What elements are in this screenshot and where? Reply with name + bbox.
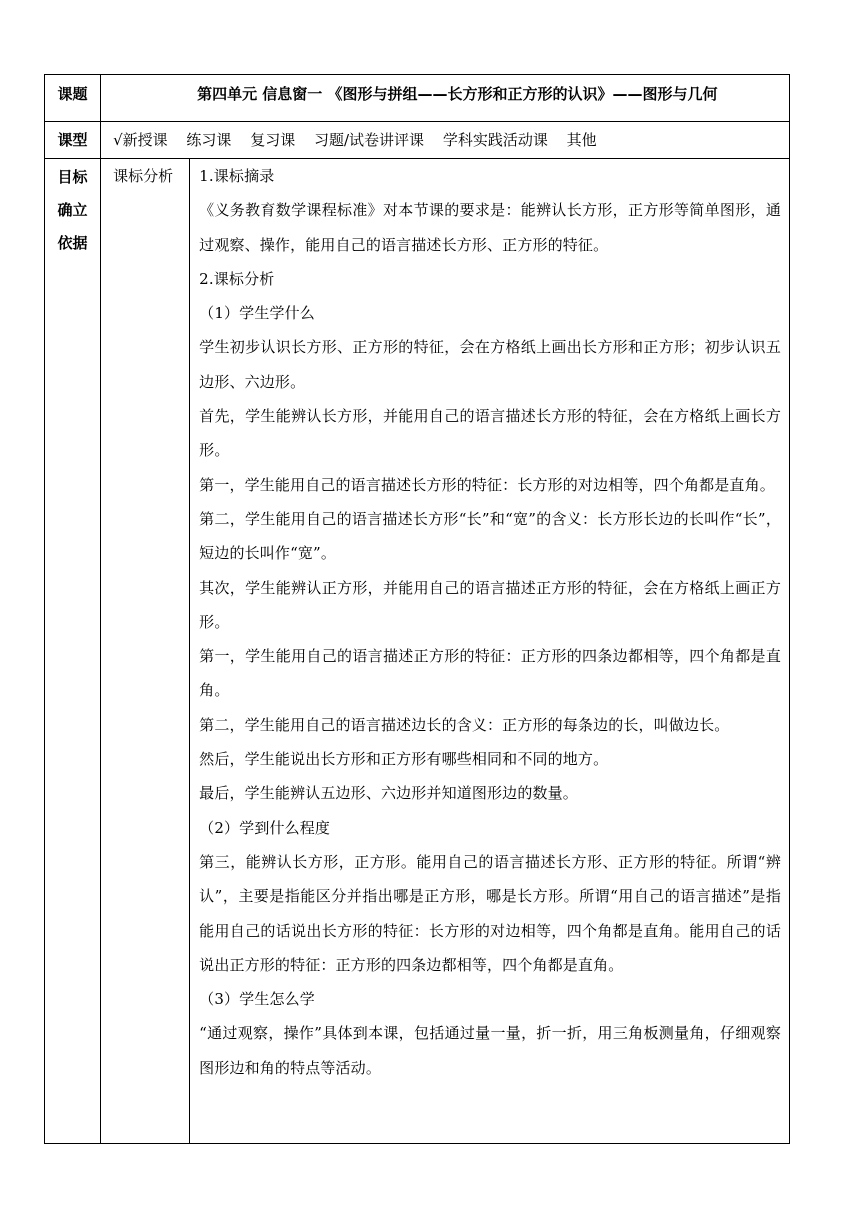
- content-cell: [190, 159, 790, 1144]
- paragraph: 最后，学生能辨认五边形、六边形并知道图形边的数量。: [199, 784, 578, 803]
- goal-basis-row: [45, 159, 790, 1144]
- paragraph: 然后，学生能说出长方形和正方形有哪些相同和不同的地方。: [199, 750, 609, 769]
- paragraph: （2）学到什么程度: [199, 818, 331, 837]
- type-option-exercise-review: 习题/试卷讲评课: [314, 131, 425, 149]
- topic-label: 课题: [57, 85, 88, 103]
- paragraph: 学生初步认识长方形、正方形的特征，会在方格纸上画出长方形和正方形；初步认识五边形、六边形。: [199, 338, 781, 391]
- type-option-practice-activity: 学科实践活动课: [442, 131, 548, 149]
- paragraph: 第二，学生能用自己的语言描述长方形“长”和“宽”的含义：长方形长边的长叫作“长”，短边的长叫作“宽”。: [199, 509, 781, 563]
- paragraph: 1.课标摘录: [199, 167, 275, 185]
- type-option-new: √新授课: [113, 131, 168, 149]
- topic-label-cell: [45, 75, 101, 122]
- type-options-cell: [101, 122, 790, 159]
- topic-title: 第四单元 信息窗一 《图形与拼组——长方形和正方形的认识》——图形与几何: [197, 85, 718, 103]
- type-option-review: 复习课: [250, 131, 296, 149]
- goal-label-line-2: 确立: [57, 201, 88, 219]
- paragraph: 第三，能辨认长方形，正方形。能用自己的语言描述长方形、正方形的特征。所谓“辨认”，主要是指能区分并指出哪是正方形，哪是长方形。所谓“用自己的语言描述”是指能用自己的话说出长方形的特征：长方形的对边相等，四个角都是直角。能用自己的话说出正方形的特征：正方形的四条边都相等，四个角都是直角。: [199, 852, 781, 974]
- type-option-other: 其他: [566, 131, 597, 149]
- paragraph: 首先，学生能辨认长方形，并能用自己的语言描述长方形的特征，会在方格纸上画长方形。: [199, 407, 781, 460]
- paragraph: 2.课标分析: [199, 269, 275, 288]
- paragraph: 第二，学生能用自己的语言描述边长的含义：正方形的每条边的长，叫做边长。: [199, 715, 730, 734]
- paragraph: 《义务教育数学课程标准》对本节课的要求是：能辨认长方形，正方形等简单图形，通过观察、操作，能用自己的语言描述长方形、正方形的特征。: [199, 201, 781, 254]
- type-label: 课型: [57, 131, 88, 149]
- paragraph: 其次，学生能辨认正方形，并能用自己的语言描述正方形的特征，会在方格纸上画正方形。: [199, 578, 781, 631]
- content-body: [190, 159, 789, 1085]
- sub-label-cell: [101, 159, 190, 1144]
- type-label-cell: [45, 122, 101, 159]
- curriculum-analysis-label: 课标分析: [113, 167, 174, 185]
- goal-label: [45, 159, 100, 260]
- lesson-plan-table: [44, 74, 790, 1144]
- goal-label-line-1: 目标: [57, 168, 88, 186]
- goal-label-line-3: 依据: [57, 234, 88, 252]
- topic-value-cell: [101, 75, 790, 122]
- lesson-type-row: [45, 122, 790, 159]
- topic-row: [45, 75, 790, 122]
- paragraph: 第一，学生能用自己的语言描述正方形的特征：正方形的四条边都相等，四个角都是直角。: [199, 647, 781, 700]
- paragraph: （1）学生学什么: [199, 304, 315, 323]
- type-options: [101, 122, 789, 150]
- paragraph: “通过观察，操作”具体到本课，包括通过量一量，折一折，用三角板测量角，仔细观察图形边和角的特点等活动。: [199, 1024, 781, 1077]
- paragraph: （3）学生怎么学: [199, 990, 315, 1009]
- paragraph: 第一，学生能用自己的语言描述长方形的特征：长方形的对边相等，四个角都是直角。: [199, 475, 775, 494]
- type-option-practice: 练习课: [186, 131, 232, 149]
- goal-label-cell: [45, 159, 101, 1144]
